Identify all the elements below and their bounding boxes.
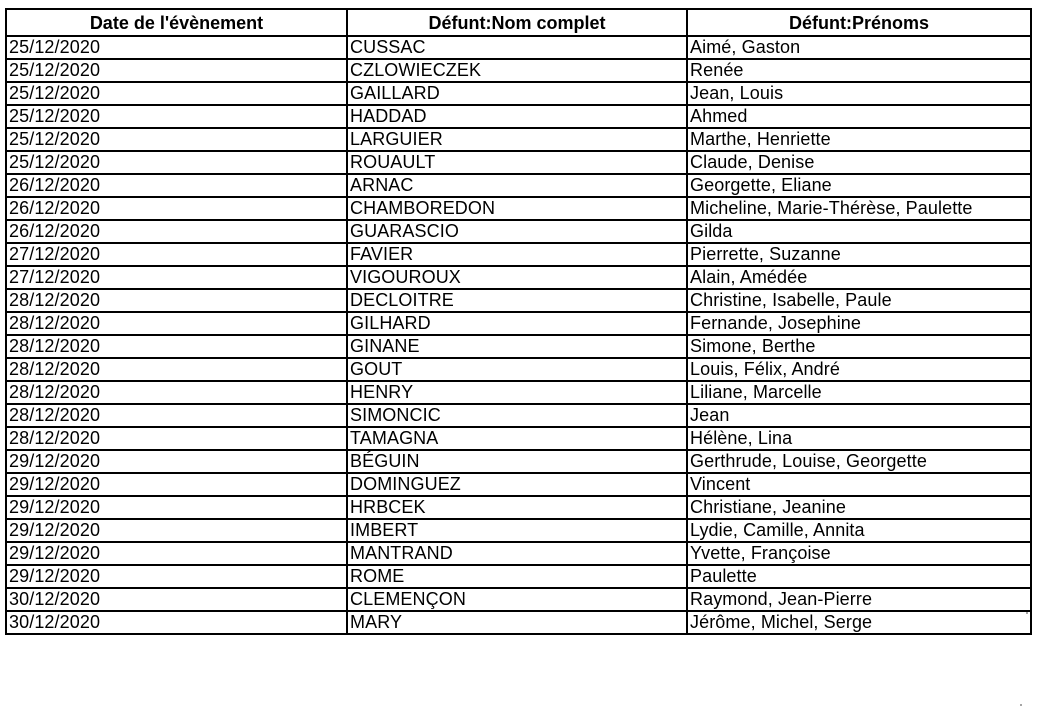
cell-date: 30/12/2020 (6, 611, 347, 634)
cell-date: 28/12/2020 (6, 427, 347, 450)
scan-speck (1020, 704, 1022, 706)
column-header-nom: Défunt:Nom complet (347, 9, 687, 36)
cell-nom: IMBERT (347, 519, 687, 542)
cell-prenoms: Raymond, Jean-Pierre (687, 588, 1031, 611)
cell-date: 28/12/2020 (6, 381, 347, 404)
cell-nom: CUSSAC (347, 36, 687, 59)
cell-nom: MARY (347, 611, 687, 634)
cell-prenoms: Vincent (687, 473, 1031, 496)
table-row (6, 128, 1031, 151)
cell-prenoms: Simone, Berthe (687, 335, 1031, 358)
cell-prenoms: Hélène, Lina (687, 427, 1031, 450)
cell-date: 28/12/2020 (6, 358, 347, 381)
cell-date: 25/12/2020 (6, 105, 347, 128)
cell-nom: GILHARD (347, 312, 687, 335)
table-row (6, 611, 1031, 634)
cell-date: 29/12/2020 (6, 519, 347, 542)
table-row (6, 197, 1031, 220)
cell-nom: TAMAGNA (347, 427, 687, 450)
cell-date: 28/12/2020 (6, 335, 347, 358)
cell-date: 26/12/2020 (6, 174, 347, 197)
death-registry-table (5, 8, 1032, 635)
table-row (6, 151, 1031, 174)
cell-date: 25/12/2020 (6, 36, 347, 59)
table-row (6, 59, 1031, 82)
cell-nom: DOMINGUEZ (347, 473, 687, 496)
table-row (6, 519, 1031, 542)
cell-date: 29/12/2020 (6, 542, 347, 565)
table-row (6, 36, 1031, 59)
cell-prenoms: Renée (687, 59, 1031, 82)
cell-nom: BÉGUIN (347, 450, 687, 473)
table-row (6, 588, 1031, 611)
cell-nom: ROUAULT (347, 151, 687, 174)
cell-prenoms: Yvette, Françoise (687, 542, 1031, 565)
cell-date: 29/12/2020 (6, 450, 347, 473)
cell-nom: SIMONCIC (347, 404, 687, 427)
scan-speck (1026, 612, 1028, 614)
table-row (6, 174, 1031, 197)
column-header-date: Date de l'évènement (6, 9, 347, 36)
cell-nom: GINANE (347, 335, 687, 358)
table-row (6, 381, 1031, 404)
cell-prenoms: Gerthrude, Louise, Georgette (687, 450, 1031, 473)
cell-nom: VIGOUROUX (347, 266, 687, 289)
table-row (6, 82, 1031, 105)
cell-prenoms: Louis, Félix, André (687, 358, 1031, 381)
cell-date: 25/12/2020 (6, 151, 347, 174)
table-row (6, 220, 1031, 243)
cell-nom: CZLOWIECZEK (347, 59, 687, 82)
cell-nom: ROME (347, 565, 687, 588)
table-row (6, 450, 1031, 473)
cell-prenoms: Jérôme, Michel, Serge (687, 611, 1031, 634)
cell-prenoms: Claude, Denise (687, 151, 1031, 174)
cell-prenoms: Aimé, Gaston (687, 36, 1031, 59)
table-row (6, 243, 1031, 266)
cell-date: 28/12/2020 (6, 289, 347, 312)
cell-date: 30/12/2020 (6, 588, 347, 611)
cell-date: 27/12/2020 (6, 266, 347, 289)
table-row (6, 427, 1031, 450)
cell-prenoms: Paulette (687, 565, 1031, 588)
cell-date: 27/12/2020 (6, 243, 347, 266)
cell-date: 25/12/2020 (6, 82, 347, 105)
table-row (6, 473, 1031, 496)
cell-prenoms: Liliane, Marcelle (687, 381, 1031, 404)
table-row (6, 335, 1031, 358)
cell-nom: MANTRAND (347, 542, 687, 565)
cell-prenoms: Ahmed (687, 105, 1031, 128)
cell-nom: HENRY (347, 381, 687, 404)
table-row (6, 312, 1031, 335)
cell-nom: LARGUIER (347, 128, 687, 151)
cell-prenoms: Micheline, Marie-Thérèse, Paulette (687, 197, 1031, 220)
cell-nom: CLEMENÇON (347, 588, 687, 611)
header-row (6, 9, 1031, 36)
cell-nom: GOUT (347, 358, 687, 381)
table-row (6, 358, 1031, 381)
cell-prenoms: Christine, Isabelle, Paule (687, 289, 1031, 312)
cell-prenoms: Christiane, Jeanine (687, 496, 1031, 519)
table-row (6, 496, 1031, 519)
cell-prenoms: Gilda (687, 220, 1031, 243)
cell-nom: GAILLARD (347, 82, 687, 105)
cell-prenoms: Georgette, Eliane (687, 174, 1031, 197)
table-row (6, 565, 1031, 588)
table-row (6, 266, 1031, 289)
cell-prenoms: Jean, Louis (687, 82, 1031, 105)
cell-date: 26/12/2020 (6, 220, 347, 243)
cell-prenoms: Alain, Amédée (687, 266, 1031, 289)
table-row (6, 542, 1031, 565)
cell-prenoms: Pierrette, Suzanne (687, 243, 1031, 266)
table-row (6, 289, 1031, 312)
column-header-prenoms: Défunt:Prénoms (687, 9, 1031, 36)
cell-nom: CHAMBOREDON (347, 197, 687, 220)
table-row (6, 404, 1031, 427)
cell-date: 26/12/2020 (6, 197, 347, 220)
cell-prenoms: Jean (687, 404, 1031, 427)
cell-nom: ARNAC (347, 174, 687, 197)
cell-nom: HADDAD (347, 105, 687, 128)
table-header (6, 9, 1031, 36)
table-body (6, 36, 1031, 634)
cell-nom: GUARASCIO (347, 220, 687, 243)
cell-date: 25/12/2020 (6, 128, 347, 151)
cell-prenoms: Marthe, Henriette (687, 128, 1031, 151)
cell-date: 25/12/2020 (6, 59, 347, 82)
cell-prenoms: Fernande, Josephine (687, 312, 1031, 335)
cell-nom: HRBCEK (347, 496, 687, 519)
cell-date: 29/12/2020 (6, 473, 347, 496)
cell-date: 28/12/2020 (6, 404, 347, 427)
cell-prenoms: Lydie, Camille, Annita (687, 519, 1031, 542)
table-row (6, 105, 1031, 128)
cell-nom: FAVIER (347, 243, 687, 266)
cell-date: 28/12/2020 (6, 312, 347, 335)
cell-date: 29/12/2020 (6, 565, 347, 588)
cell-date: 29/12/2020 (6, 496, 347, 519)
cell-nom: DECLOITRE (347, 289, 687, 312)
